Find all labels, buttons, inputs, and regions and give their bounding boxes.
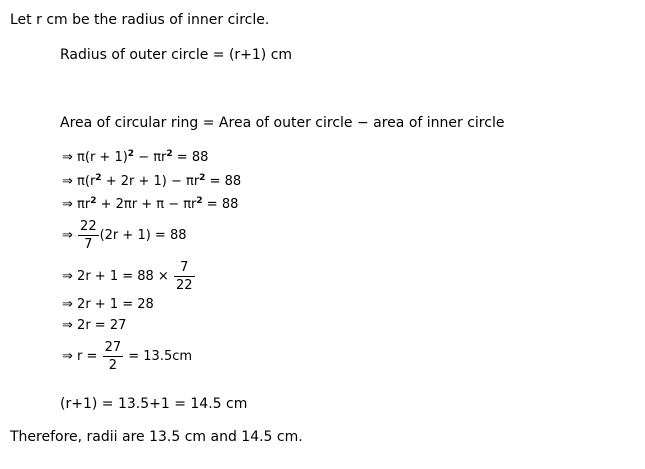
area-relation-text: Area of circular ring = Area of outer circle − area of inner circle bbox=[60, 115, 505, 131]
implies-symbol: ⇒ bbox=[62, 150, 73, 165]
step-5: ⇒ 2r + 1 = 88 × $\frac{7}{22}$ bbox=[62, 260, 193, 293]
fraction: $\frac{22}{7}$ bbox=[80, 219, 97, 252]
implies-symbol: ⇒ bbox=[62, 174, 73, 189]
implies-symbol: ⇒ bbox=[62, 318, 73, 333]
implies-symbol: ⇒ bbox=[62, 197, 73, 212]
implies-symbol: ⇒ bbox=[62, 228, 73, 243]
conclusion-text: Therefore, radii are 13.5 cm and 14.5 cm. bbox=[10, 429, 303, 445]
outer-value-text: (r+1) = 13.5+1 = 14.5 cm bbox=[60, 396, 248, 412]
step-4: ⇒ $\frac{22}{7}$ (2r + 1) = 88 bbox=[62, 219, 187, 252]
fraction: $\frac{27}{2}$ bbox=[104, 340, 122, 373]
fraction: $\frac{7}{22}$ bbox=[175, 260, 193, 293]
outer-radius-text: Radius of outer circle = (r+1) cm bbox=[60, 47, 293, 63]
implies-symbol: ⇒ bbox=[62, 349, 73, 364]
step-6: ⇒ 2r + 1 = 28 bbox=[62, 297, 154, 312]
step-8: ⇒ r = $\frac{27}{2}$ = 13.5cm bbox=[62, 340, 193, 373]
intro-text: Let r cm be the radius of inner circle. bbox=[10, 12, 270, 28]
step-3: ⇒ $\pi r^2 + 2\pi r + \pi - \pi r^2 = 88$ bbox=[62, 196, 239, 212]
step-7: ⇒ 2r = 27 bbox=[62, 318, 127, 333]
implies-symbol: ⇒ bbox=[62, 297, 73, 312]
step-1: ⇒ $\pi(r + 1)^2 - \pi r^2 = 88$ bbox=[62, 149, 209, 165]
implies-symbol: ⇒ bbox=[62, 269, 73, 284]
step-2: ⇒ $\pi(r^2 + 2r + 1) - \pi r^2 = 88$ bbox=[62, 173, 242, 189]
